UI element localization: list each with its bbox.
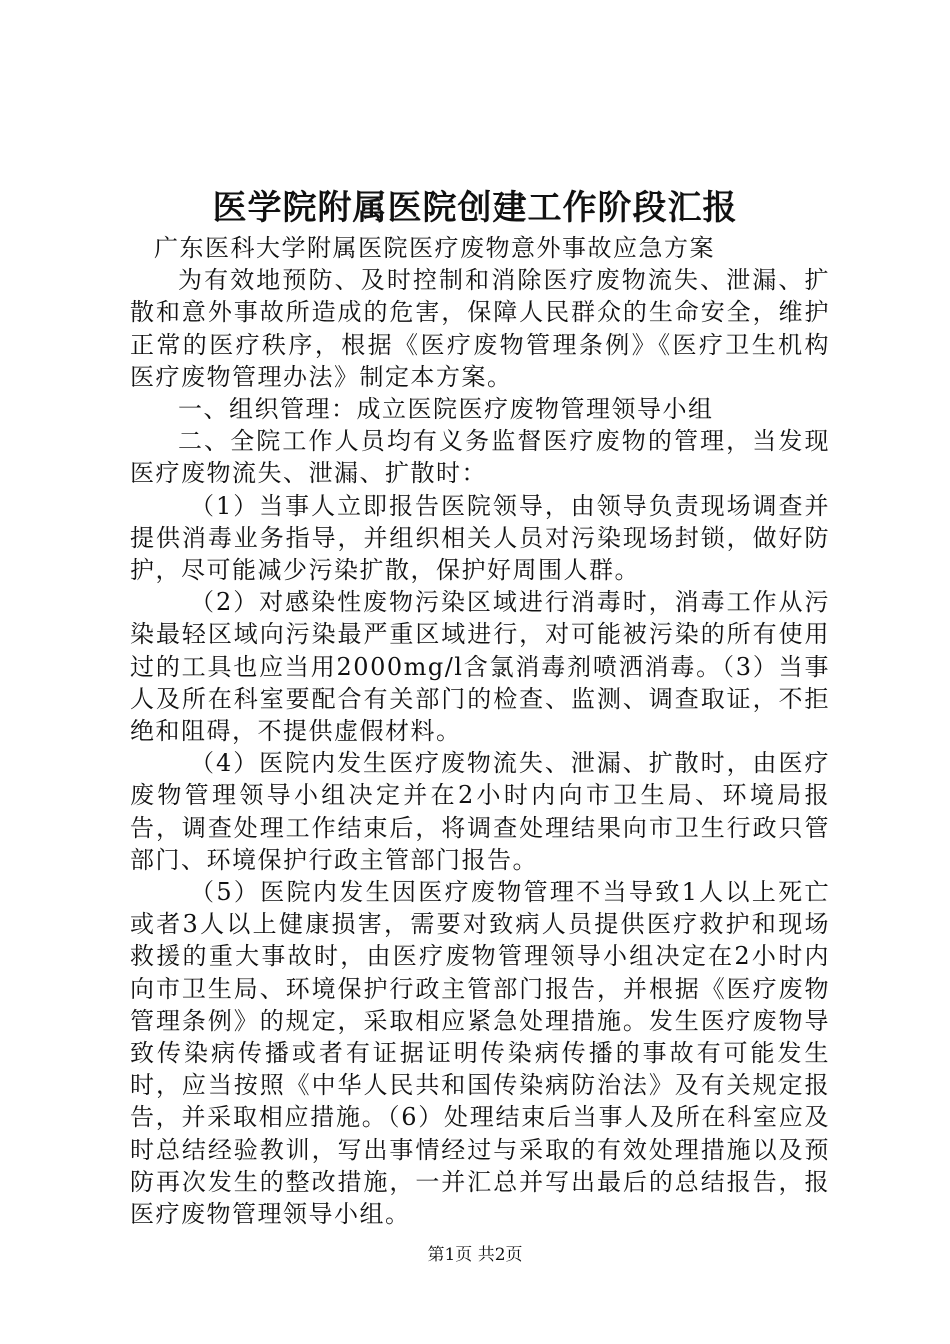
subtitle-paragraph: 广东医科大学附属医院医疗废物意外事故应急方案	[154, 234, 715, 262]
item-2-3-paragraph: （2）对感染性废物污染区域进行消毒时，消毒工作从污染最轻区域向污染最严重区域进行，对可能被污染的所有使用过的工具也应当用2000mg/l含氯消毒剂喷洒消毒。（3）当事人及所在科室要配合有关部门的检查、监测、调查取证，不拒绝和阻碍，不提供虚假材料。	[130, 588, 830, 746]
intro-paragraph: 为有效地预防、及时控制和消除医疗废物流失、泄漏、扩散和意外事故所造成的危害，保障人民群众的生命安全，维护正常的医疗秩序，根据《医疗废物管理条例》《医疗卫生机构医疗废物管理办法》制定本方案。	[130, 266, 830, 391]
document-title: 医学院附属医院创建工作阶段汇报	[212, 188, 738, 228]
document-body	[130, 232, 830, 1230]
section-one-paragraph: 一、组织管理：成立医院医疗废物管理领导小组	[178, 395, 714, 424]
section-two-paragraph: 二、全院工作人员均有义务监督医疗废物的管理，当发现医疗废物流失、泄漏、扩散时：	[130, 427, 830, 488]
item-1-paragraph: （1）当事人立即报告医院领导，由领导负责现场调查并提供消毒业务指导，并组织相关人员对污染现场封锁，做好防护，尽可能减少污染扩散，保护好周围人群。	[130, 491, 830, 585]
item-5-6-paragraph: （5）医院内发生因医疗废物管理不当导致1人以上死亡或者3人以上健康损害，需要对致病人员提供医疗救护和现场救援的重大事故时，由医疗废物管理领导小组决定在2小时内向市卫生局、环境保护行政主管部门报告，并根据《医疗废物管理条例》的规定，采取相应紧急处理措施。发生医疗废物导致传染病传播或者有证据证明传染病传播的事故有可能发生时，应当按照《中华人民共和国传染病防治法》及有关规定报告，并采取相应措施。（6）处理结束后当事人及所在科室应及时总结经验教训，写出事情经过与采取的有效处理措施以及预防再次发生的整改措施，一并汇总并写出最后的总结报告，报医疗废物管理领导小组。	[130, 878, 830, 1229]
item-4-paragraph: （4）医院内发生医疗废物流失、泄漏、扩散时，由医疗废物管理领导小组决定并在2小时内向市卫生局、环境局报告，调查处理工作结束后，将调查处理结果向市卫生行政只管部门、环境保护行政主管部门报告。	[130, 749, 830, 874]
page-number-footer: 第1页 共2页	[427, 1245, 523, 1265]
